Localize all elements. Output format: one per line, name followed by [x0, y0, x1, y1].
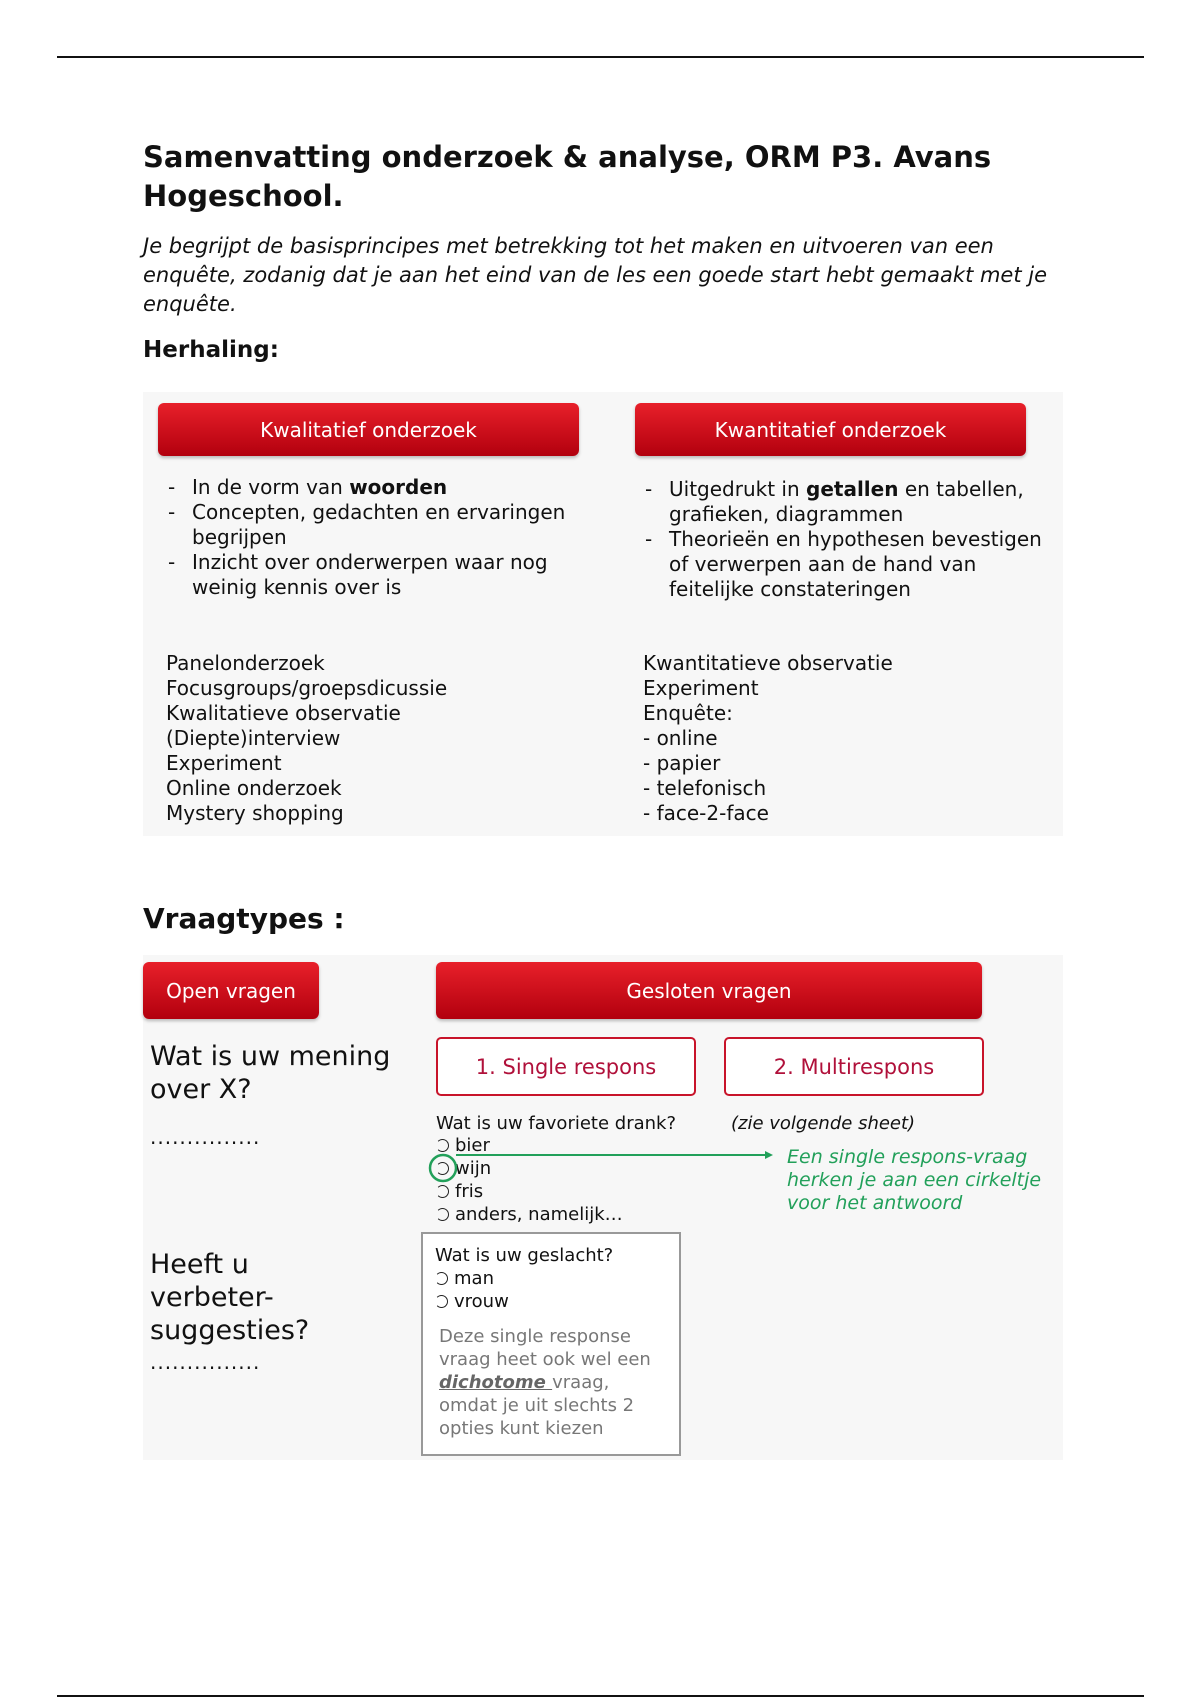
list-item: - papier: [643, 751, 721, 775]
open-question-2: Heeft u verbeter-suggesties?: [150, 1249, 310, 1346]
quantitative-methods: [643, 651, 1043, 826]
vraagtypes-heading: Vraagtypes :: [143, 902, 345, 935]
radio-icon: [435, 1272, 448, 1285]
list-item: - Theorieën en hypothesen bevestigen of verwerpen aan de hand van feitelijke constateringen: [643, 527, 1063, 602]
list-item: - online: [643, 726, 718, 750]
see-next-sheet: (zie volgende sheet): [731, 1113, 916, 1134]
closed-questions-label: Gesloten vragen: [436, 962, 982, 1019]
list-item: Kwantitatieve observatie: [643, 651, 893, 675]
page-title: Samenvatting onderzoek & analyse, ORM P3. Avans Hogeschool.: [143, 140, 992, 213]
list-item: anders, namelijk…: [436, 1203, 623, 1226]
list-item: Enquête:: [643, 701, 733, 725]
answer-dots-2: ...............: [150, 1350, 261, 1374]
single-response-note: Een single respons-vraag herken je aan een cirkeltje voor het antwoord: [787, 1146, 1042, 1214]
single-response-label: 1. Single respons: [436, 1037, 696, 1096]
open-questions-label: Open vragen: [143, 962, 319, 1019]
list-item: Online onderzoek: [166, 776, 342, 800]
list-item: fris: [436, 1180, 623, 1203]
list-item: - telefonisch: [643, 776, 767, 800]
list-item: vrouw: [435, 1290, 667, 1313]
list-item: Panelonderzoek: [166, 651, 325, 675]
list-item: wijn: [436, 1157, 623, 1180]
list-item: - Uitgedrukt in getallen en tabellen, grafieken, diagrammen: [643, 477, 1063, 527]
open-question-1: Wat is uw mening over X?: [150, 1041, 391, 1105]
quantitative-bullets: [643, 477, 1063, 602]
herhaling-heading: Herhaling:: [143, 337, 279, 363]
list-item: - Inzicht over onderwerpen waar nog weinig kennis over is: [166, 550, 586, 600]
top-rule: [57, 56, 1144, 58]
list-item: (Diepte)interview: [166, 726, 341, 750]
list-item: Mystery shopping: [166, 801, 344, 825]
multi-response-label: 2. Multirespons: [724, 1037, 984, 1096]
list-item: bier: [436, 1134, 623, 1157]
list-item: Focusgroups/groepsdicussie: [166, 676, 448, 700]
gender-question: Wat is uw geslacht?: [435, 1245, 614, 1266]
answer-dots-1: ...............: [150, 1125, 261, 1149]
bottom-rule: [57, 1695, 1144, 1697]
list-item: Experiment: [643, 676, 759, 700]
list-item: Kwalitatieve observatie: [166, 701, 401, 725]
quantitative-header: Kwantitatief onderzoek: [635, 403, 1026, 456]
highlight-arrow-icon: [425, 1150, 775, 1186]
gender-question-box: [421, 1232, 681, 1456]
radio-icon: [436, 1208, 449, 1221]
dichotome-note: Deze single response vraag heet ook wel een dichotome vraag, omdat je uit slechts 2 opties kunt kiezen: [439, 1326, 651, 1439]
drink-question: Wat is uw favoriete drank?: [436, 1113, 677, 1134]
list-item: - Concepten, gedachten en ervaringen begrijpen: [166, 500, 586, 550]
list-item: Experiment: [166, 751, 282, 775]
list-item: - face-2-face: [643, 801, 769, 825]
intro-text: Je begrijpt de basisprincipes met betrekking tot het maken en uitvoeren van een enquête, zodanig dat je aan het eind van de les een goede start hebt gemaakt met je enquête.: [143, 234, 1048, 316]
qualitative-methods: [166, 651, 586, 826]
list-item: man: [435, 1267, 667, 1290]
radio-icon: [436, 1185, 449, 1198]
qualitative-bullets: [166, 475, 586, 600]
list-item: - In de vorm van woorden: [166, 475, 586, 500]
radio-icon: [435, 1295, 448, 1308]
qualitative-header: Kwalitatief onderzoek: [158, 403, 579, 456]
